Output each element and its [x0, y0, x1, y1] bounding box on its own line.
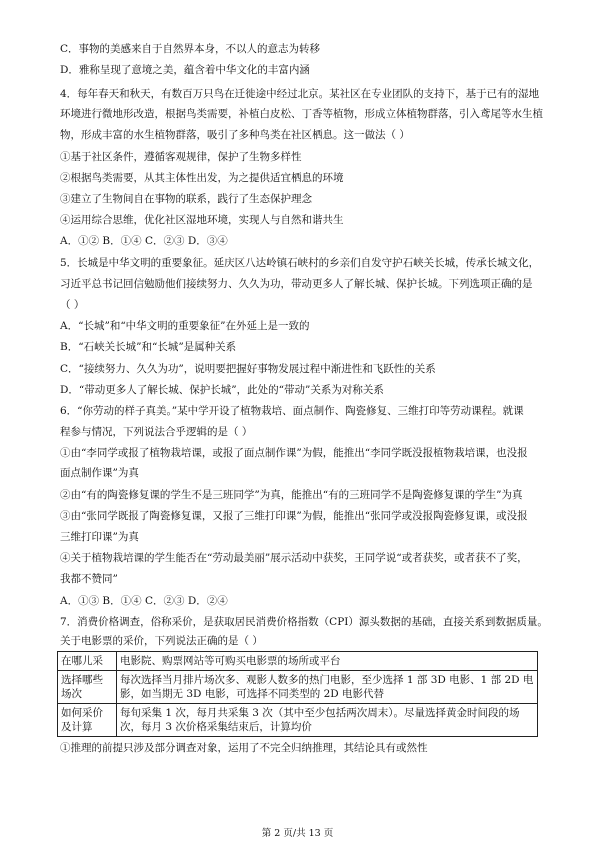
- statement-4-cont: 我都不赞同”: [60, 573, 118, 585]
- table-row: [58, 671, 538, 704]
- statement-3: ③建立了生物间自在事物的联系，践行了生态保护理念: [60, 193, 312, 205]
- table-row: [58, 652, 538, 671]
- statement-after-table: ①推理的前提只涉及部分调查对象，运用了不完全归纳推理，其结论具有或然性: [60, 742, 428, 754]
- answer-options-q4: A．①② B．①④ C．②③ D．③④: [60, 235, 228, 247]
- statement-1: ①基于社区条件，遵循客观规律，保护了生物多样性: [60, 151, 302, 163]
- statement-4: ④运用综合思维，优化社区湿地环境，实现人与自然和谐共生: [60, 214, 344, 226]
- table-cell: 每旬采集 1 次，每月共采集 3 次（其中至少包括两次周末）。尽量选择黄金时间段的场次，每月 3 次价格采集结束后，计算均价: [117, 704, 538, 737]
- option-d-q5: D．“带动更多人了解长城、保护长城”，此处的“带动”关系为对称关系: [60, 384, 384, 396]
- option-c-q5: C．“接续努力、久久为功”，说明要把握好事物发展过程中渐进性和飞跃性的关系: [60, 363, 436, 375]
- option-a-q5: A．“长城”和“中华文明的重要象征”在外延上是一致的: [60, 320, 310, 332]
- question-4-stem: 物，形成丰富的水生植物群落，吸引了多种鸟类在社区栖息。这一做法（ ）: [60, 129, 410, 141]
- option-d-q3: D．雅称呈现了意境之美，蕴含着中华文化的丰富内涵: [60, 64, 310, 76]
- price-survey-table: [57, 651, 538, 737]
- table-cell: 如何采价及计算: [58, 704, 117, 737]
- option-b-q5: B．“石峡关长城”和“长城”是属种关系: [60, 341, 237, 353]
- table-cell: 在哪儿采: [58, 652, 117, 671]
- statement-1: ①由“李同学或报了植物栽培课，或报了面点制作课”为假，能推出“李同学既没报植物栽培课，也没报: [60, 447, 528, 459]
- question-4-stem: 环境进行微地形改造，根据鸟类需要，补植白皮松、丁香等植物，形成立体植物群落，引入鸢尾等水生植: [60, 108, 543, 120]
- question-5-blank: （ ）: [60, 299, 85, 311]
- table-cell: 选择哪些场次: [58, 671, 117, 704]
- question-5-stem: 5．长城是中华文明的重要象征。延庆区八达岭镇石峡村的乡亲们自发守护石峡关长城，传承长城文化，: [60, 257, 540, 269]
- table-row: [58, 704, 538, 737]
- question-7-stem: 关于电影票的采价，下列说法正确的是（ ）: [60, 635, 263, 647]
- page-number: 第 2 页/共 13 页: [261, 828, 334, 839]
- statement-3: ③由“张同学既报了陶瓷修复课，又报了三维打印课”为假，能推出“张同学或没报陶瓷修复课，或没报: [60, 510, 528, 522]
- table-cell: 每次选择当月排片场次多、观影人数多的热门电影，至少选择 1 部 3D 电影、1 部 2D 电影，如当期无 3D 电影，可选择不同类型的 2D 电影代替: [117, 671, 538, 704]
- question-7-stem: 7．消费价格调查，俗称采价，是获取居民消费价格指数（CPI）源头数据的基础，直接关系到数据质量。: [60, 616, 548, 628]
- question-4-stem: 4．每年春天和秋天，有数百万只鸟在迁徙途中经过北京。某社区在专业团队的支持下，基于已有的湿地: [60, 88, 540, 100]
- statement-1-cont: 面点制作课”为真: [60, 467, 139, 479]
- statement-4: ④关于植物栽培课的学生能否在“劳动最美丽”展示活动中获奖，王同学说“或者获奖，或者获不了奖，: [60, 552, 528, 564]
- answer-options-q6: A．①③ B．①④ C．②③ D．②④: [60, 595, 228, 607]
- statement-2: ②根据鸟类需要，从其主体性出发，为之提供适宜栖息的环境: [60, 172, 344, 184]
- question-6-stem: 6．“你劳动的样子真美。”某中学开设了植物栽培、面点制作、陶瓷修复、三维打印等劳动课程。就课: [60, 405, 524, 417]
- statement-2: ②由“有的陶瓷修复课的学生不是三班同学”为真，能推出“有的三班同学不是陶瓷修复课的学生”为真: [60, 489, 523, 501]
- statement-3-cont: 三维打印课”为真: [60, 531, 139, 543]
- question-6-stem: 程参与情况，下列说法合乎逻辑的是（ ）: [60, 426, 253, 438]
- table-cell: 电影院、购票网站等可购买电影票的场所或平台: [117, 652, 538, 671]
- option-c-q3: C．事物的美感来自于自然界本身，不以人的意志为转移: [60, 43, 321, 55]
- question-5-stem: 习近平总书记回信勉励他们接续努力、久久为功，带动更多人了解长城、保护长城。下列选项正确的是: [60, 278, 533, 290]
